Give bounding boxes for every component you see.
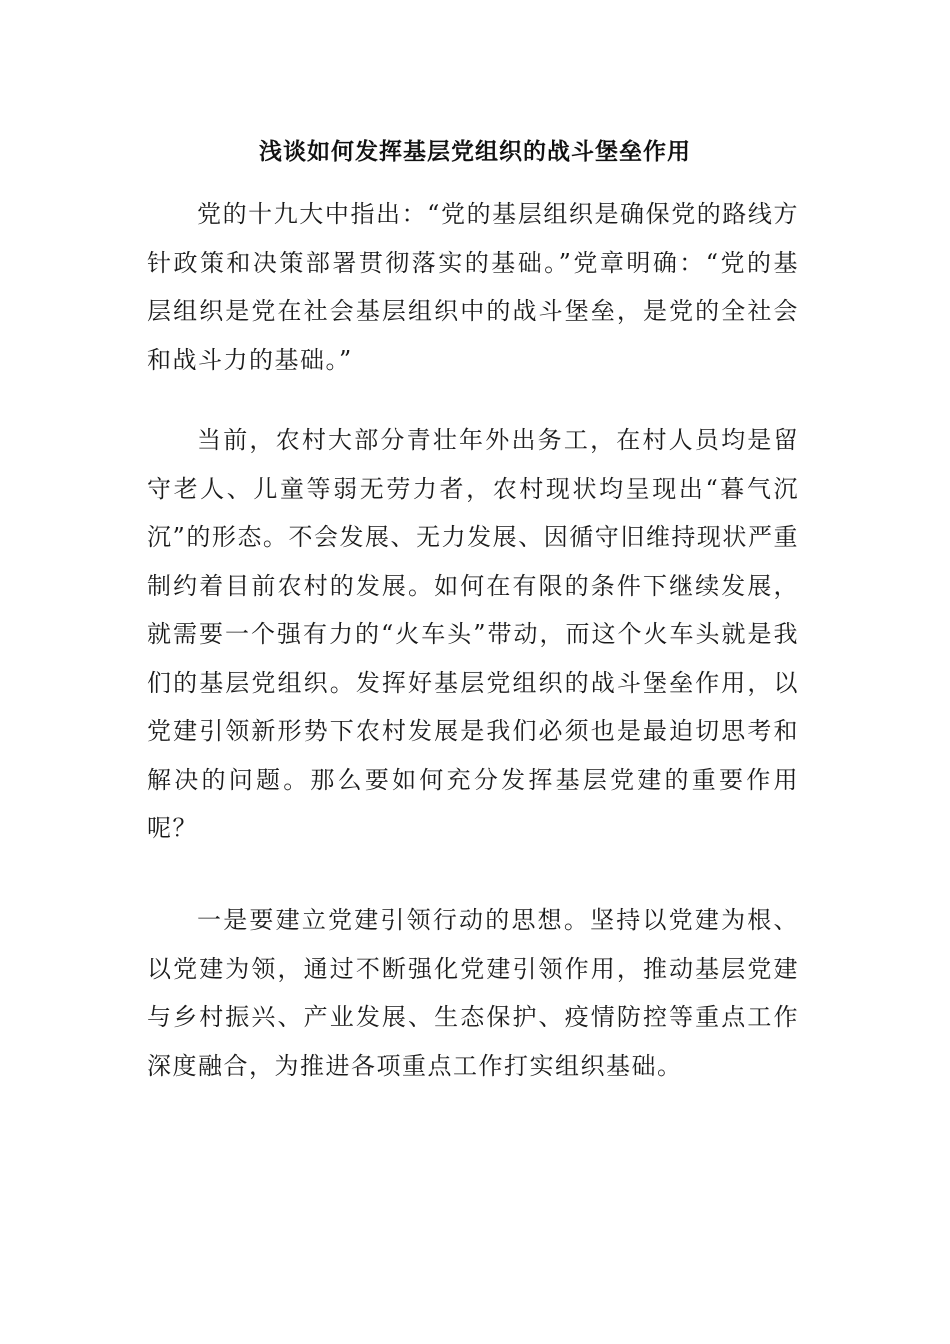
paragraph-current-situation: 当前，农村大部分青壮年外出务工，在村人员均是留守老人、儿童等弱无劳力者，农村现状均呈现出“暮气沉沉”的形态。不会发展、无力发展、因循守旧维持现状严重制约着目前农村的发展。如何在有限的条件下继续发展，就需要一个强有力的“火车头”带动，而这个火车头就是我们的基层党组织。发挥好基层党组织的战斗堡垒作用，以党建引领新形势下农村发展是我们必须也是最迫切思考和解决的问题。那么要如何充分发挥基层党建的重要作用呢？ [147,426,799,842]
document-title: 浅谈如何发挥基层党组织的战斗堡垒作用 [259,138,691,165]
paragraph-intro: 党的十九大中指出：“党的基层组织是确保党的路线方针政策和决策部署贯彻落实的基础。”党章明确：“党的基层组织是党在社会基层组织中的战斗堡垒，是党的全社会和战斗力的基础。” [147,200,799,374]
paragraph-point-one: 一是要建立党建引领行动的思想。坚持以党建为根、以党建为领，通过不断强化党建引领作用，推动基层党建与乡村振兴、产业发展、生态保护、疫情防控等重点工作深度融合，为推进各项重点工作打实组织基础。 [147,906,799,1080]
